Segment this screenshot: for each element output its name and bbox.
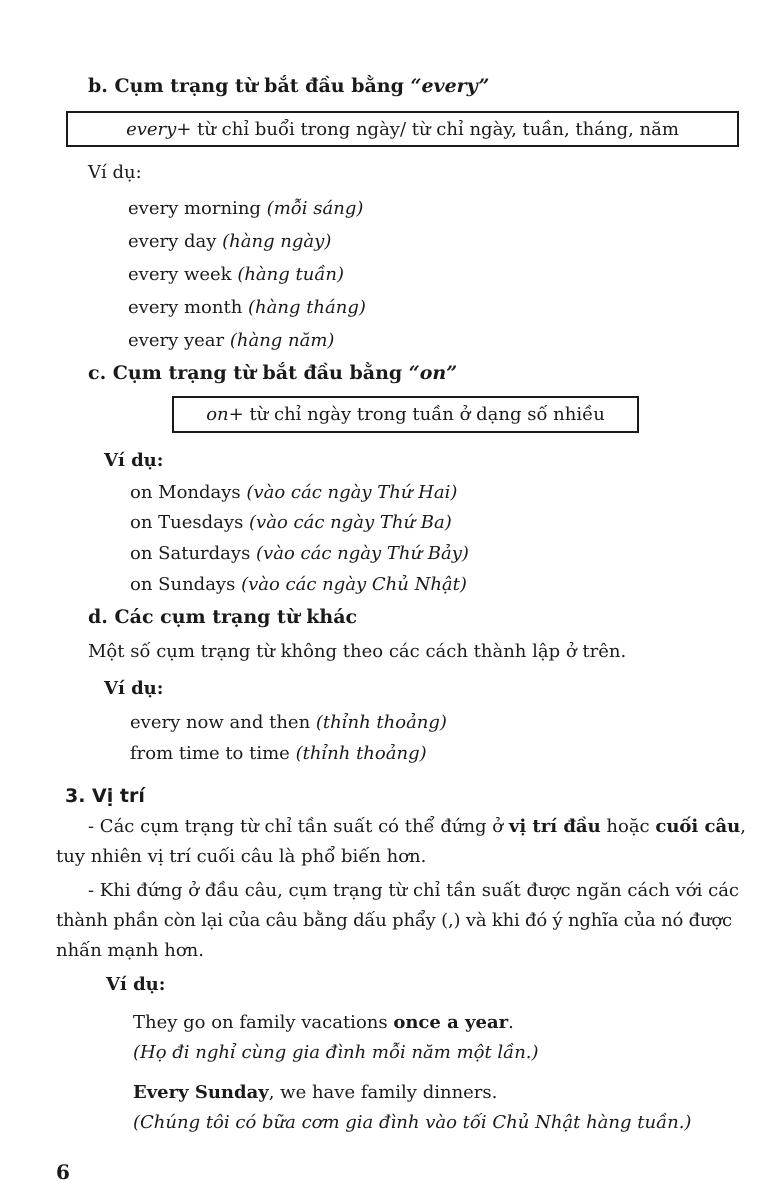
example-vi: (thỉnh thoảng) <box>295 743 427 764</box>
paragraph-2-line-1: - Khi đứng ở đầu câu, cụm trạng từ chỉ tần suất được ngăn cách với các <box>88 880 740 901</box>
example-en: every day <box>128 231 223 252</box>
ex2-bold: Every Sunday <box>133 1082 269 1103</box>
example-en: every month <box>128 297 249 318</box>
list-item <box>130 574 467 595</box>
formula-text: + từ chỉ ngày trong tuần ở dạng số nhiều <box>228 404 605 425</box>
ex1-text: They go on family vacations <box>133 1012 394 1033</box>
example-label: Ví dụ: <box>104 678 164 699</box>
section-d-heading: d. Các cụm trạng từ khác <box>88 606 358 628</box>
paragraph-2-line-2: thành phần còn lại của câu bằng dấu phẩy (,) và khi đó ý nghĩa của nó được <box>56 910 732 931</box>
example-en: on Saturdays <box>130 543 257 564</box>
example-en: every year <box>128 330 230 351</box>
section-c-heading-keyword: “on” <box>408 362 458 384</box>
ex2-text: , we have family dinners. <box>268 1082 498 1103</box>
list-item <box>130 543 469 564</box>
example-vi: (hàng năm) <box>229 330 335 351</box>
section-c-formula-box <box>172 396 639 433</box>
formula-keyword: every <box>126 118 177 140</box>
example-vi: (vào các ngày Thứ Bảy) <box>256 543 469 564</box>
example-vi: (vào các ngày Thứ Hai) <box>246 482 458 503</box>
example-vi: (thỉnh thoảng) <box>315 712 447 733</box>
section-b-heading-text: b. Cụm trạng từ bắt đầu bằng <box>88 75 411 97</box>
section-c-heading <box>88 362 457 384</box>
list-item <box>130 712 447 733</box>
list-item <box>128 198 363 219</box>
example-sentence-1 <box>133 1012 514 1033</box>
example-vi: (vào các ngày Thứ Ba) <box>249 512 452 533</box>
example-en: on Sundays <box>130 574 242 595</box>
list-item <box>128 297 366 318</box>
section-d-intro: Một số cụm trạng từ không theo các cách thành lập ở trên. <box>88 641 627 662</box>
example-en: every now and then <box>130 712 316 733</box>
example-sentence-2 <box>133 1082 497 1103</box>
example-translation-2: (Chúng tôi có bữa cơm gia đình vào tối Chủ Nhật hàng tuần.) <box>133 1112 692 1133</box>
example-vi: (hàng ngày) <box>222 231 332 252</box>
paragraph-1-line-2: tuy nhiên vị trí cuối câu là phổ biến hơn. <box>56 846 427 867</box>
p1-bold-2: cuối câu <box>655 816 741 837</box>
example-vi: (mỗi sáng) <box>266 198 364 219</box>
paragraph-2-line-3: nhấn mạnh hơn. <box>56 940 204 961</box>
section-b-formula-box <box>66 111 739 147</box>
list-item <box>130 743 427 764</box>
example-label: Ví dụ: <box>106 974 166 995</box>
p1-bold-1: vị trí đầu <box>508 816 601 837</box>
section-c-heading-text: c. Cụm trạng từ bắt đầu bằng <box>88 362 409 384</box>
example-vi: (vào các ngày Chủ Nhật) <box>241 574 467 595</box>
example-en: every morning <box>128 198 267 219</box>
example-vi: (hàng tuần) <box>237 264 344 285</box>
example-en: from time to time <box>130 743 296 764</box>
page-number: 6 <box>56 1160 70 1184</box>
ex1-text: . <box>508 1012 514 1033</box>
ex1-bold: once a year <box>393 1012 509 1033</box>
formula-text: + từ chỉ buổi trong ngày/ từ chỉ ngày, tuần, tháng, năm <box>176 118 679 140</box>
example-translation-1: (Họ đi nghỉ cùng gia đình mỗi năm một lần.) <box>133 1042 539 1063</box>
list-item <box>128 330 334 351</box>
example-label: Ví dụ: <box>88 162 142 183</box>
section-3-heading: 3. Vị trí <box>65 785 145 807</box>
list-item <box>128 231 331 252</box>
section-b-heading-keyword: “every” <box>410 75 490 97</box>
list-item <box>130 512 452 533</box>
example-en: every week <box>128 264 238 285</box>
example-en: on Tuesdays <box>130 512 250 533</box>
example-en: on Mondays <box>130 482 247 503</box>
p1-text: hoặc <box>600 816 656 837</box>
example-vi: (hàng tháng) <box>248 297 366 318</box>
example-label: Ví dụ: <box>104 450 164 471</box>
paragraph-1-line-1 <box>88 816 746 837</box>
list-item <box>128 264 344 285</box>
formula-keyword: on <box>206 404 229 425</box>
list-item <box>130 482 457 503</box>
p1-text: - Các cụm trạng từ chỉ tần suất có thể đứng ở <box>88 816 509 837</box>
p1-text: , <box>740 816 746 837</box>
section-b-heading <box>88 75 489 97</box>
